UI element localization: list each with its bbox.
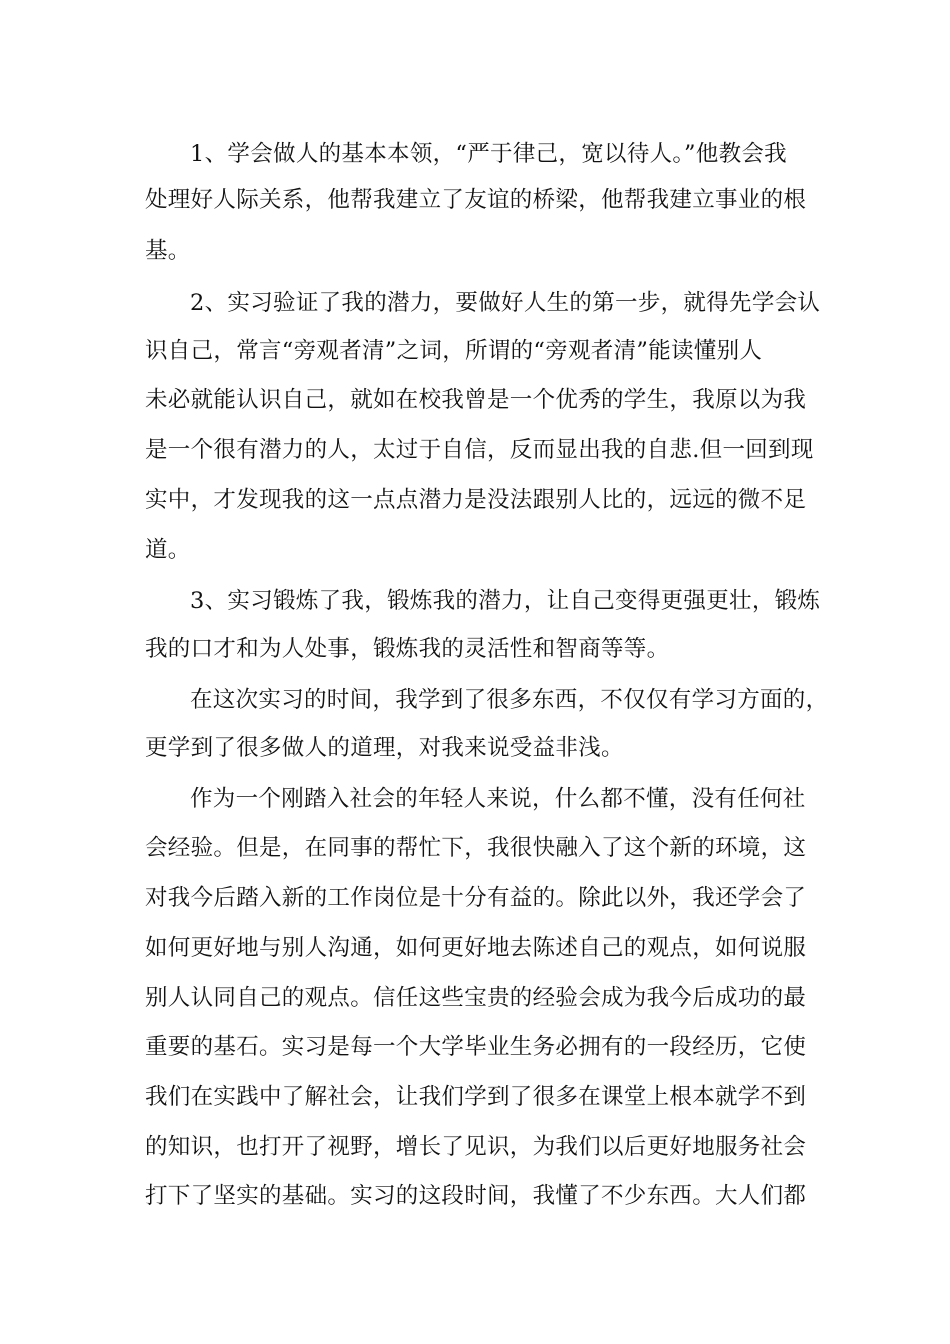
text-line: 在这次实习的时间，我学到了很多东西，不仅仅有学习方面的， — [190, 687, 829, 713]
text-line: 基。 — [145, 238, 191, 264]
text-line: 对我今后踏入新的工作岗位是十分有益的。除此以外，我还学会了 — [145, 885, 807, 911]
text-line: 我的口才和为人处事，锻炼我的灵活性和智商等等。 — [145, 636, 670, 662]
text-line: 作为一个刚踏入社会的年轻人来说，什么都不懂，没有任何社 — [190, 786, 806, 812]
text-line: 1、学会做人的基本本领，“严于律己，宽以待人。”他教会我 — [190, 141, 787, 167]
text-line: 如何更好地与别人沟通，如何更好地去陈述自己的观点，如何说服 — [145, 935, 807, 961]
text-line: 会经验。但是，在同事的帮忙下，我很快融入了这个新的环境，这 — [145, 835, 807, 861]
text-line: 更学到了很多做人的道理，对我来说受益非浅。 — [145, 735, 624, 761]
text-line: 2、实习验证了我的潜力，要做好人生的第一步，就得先学会认 — [190, 290, 821, 316]
text-line: 未必就能认识自己，就如在校我曾是一个优秀的学生，我原以为我 — [145, 387, 807, 413]
text-line: 重要的基石。实习是每一个大学毕业生务必拥有的一段经历，它使 — [145, 1034, 807, 1060]
text-line: 的知识，也打开了视野，增长了见识，为我们以后更好地服务社会 — [145, 1134, 807, 1160]
text-line: 别人认同自己的观点。信任这些宝贵的经验会成为我今后成功的最 — [145, 985, 807, 1011]
text-line: 打下了坚实的基础。实习的这段时间，我懂了不少东西。大人们都 — [145, 1183, 807, 1209]
text-line: 识自己，常言“旁观者清”之词，所谓的“旁观者清”能读懂别人 — [145, 338, 763, 364]
text-line: 3、实习锻炼了我，锻炼我的潜力，让自己变得更强更壮，锻炼 — [190, 588, 821, 614]
text-line: 我们在实践中了解社会，让我们学到了很多在课堂上根本就学不到 — [145, 1084, 807, 1110]
text-line: 实中，才发现我的这一点点潜力是没法跟别人比的，远远的微不足 — [145, 487, 807, 513]
text-line: 处理好人际关系，他帮我建立了友谊的桥梁，他帮我建立事业的根 — [145, 187, 807, 213]
text-line: 是一个很有潜力的人，太过于自信，反而显出我的自悲.但一回到现 — [145, 437, 814, 463]
text-line: 道。 — [145, 537, 191, 563]
